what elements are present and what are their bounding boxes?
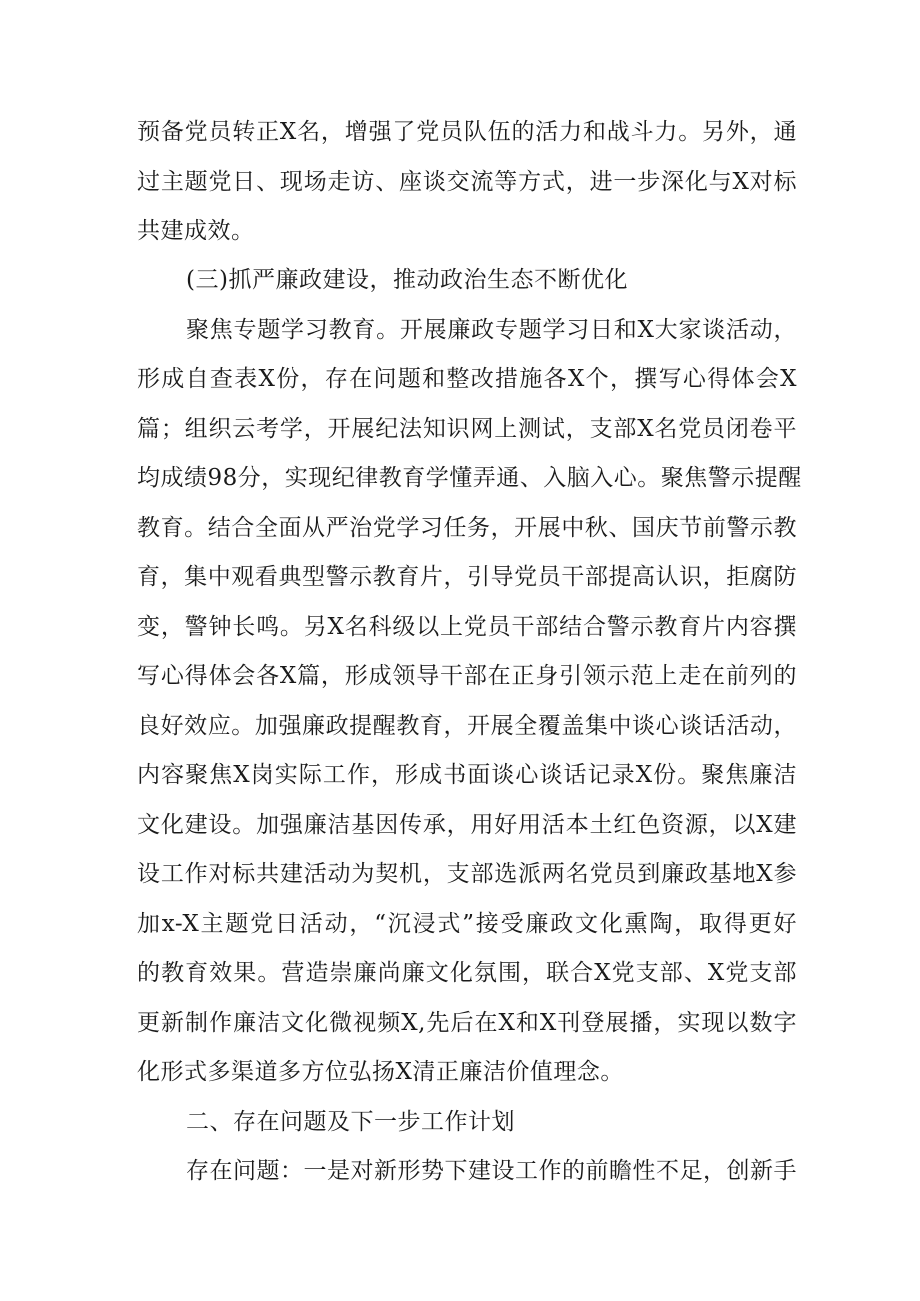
text-line: 聚焦专题学习教育。开展廉政专题学习日和X大家谈活动， bbox=[186, 317, 797, 343]
text-line: 设工作对标共建活动为契机，支部选派两名党员到廉政基地X参 bbox=[137, 861, 797, 887]
section-heading: 二、存在问题及下一步工作计划 bbox=[186, 1109, 515, 1135]
section-heading: (三)抓严廉政建设，推动政治生态不断优化 bbox=[186, 267, 628, 293]
text-line: 育，集中观看典型警示教育片，引导党员干部提高认识，拒腐防 bbox=[137, 564, 797, 590]
text-line: 的教育效果。营造崇廉尚廉文化氛围，联合X党支部、X党支部 bbox=[137, 960, 797, 986]
text-line: 良好效应。加强廉政提醒教育，开展全覆盖集中谈心谈话活动， bbox=[137, 713, 797, 739]
text-line: 共建成效。 bbox=[137, 218, 255, 244]
text-line: 预备党员转正X名，增强了党员队伍的活力和战斗力。另外，通 bbox=[137, 119, 797, 145]
text-line: 过主题党日、现场走访、座谈交流等方式，进一步深化与X对标 bbox=[137, 169, 797, 195]
text-line: 文化建设。加强廉洁基因传承，用好用活本土红色资源，以X建 bbox=[137, 812, 797, 838]
text-line: 变，警钟长鸣。另X名科级以上党员干部结合警示教育片内容撰 bbox=[137, 614, 797, 640]
text-line: 更新制作廉洁文化微视频X,先后在X和X刊登展播，实现以数字 bbox=[137, 1010, 797, 1036]
text-line: 均成绩98分，实现纪律教育学懂弄通、入脑入心。聚焦警示提醒 bbox=[137, 465, 802, 491]
text-line: 内容聚焦X岗实际工作，形成书面谈心谈话记录X份。聚焦廉洁 bbox=[137, 762, 797, 788]
text-line: 写心得体会各X篇，形成领导干部在正身引领示范上走在前列的 bbox=[137, 663, 797, 689]
text-line: 教育。结合全面从严治党学习任务，开展中秋、国庆节前警示教 bbox=[137, 515, 797, 541]
text-line: 加x-X主题党日活动，“沉浸式”接受廉政文化熏陶，取得更好 bbox=[137, 911, 797, 937]
text-line: 存在问题：一是对新形势下建设工作的前瞻性不足，创新手 bbox=[186, 1158, 797, 1184]
text-line: 形成自查表X份，存在问题和整改措施各X个，撰写心得体会X bbox=[137, 366, 797, 392]
text-line: 篇；组织云考学，开展纪法知识网上测试，支部X名党员闭卷平 bbox=[137, 416, 797, 442]
text-line: 化形式多渠道多方位弘扬X清正廉洁价值理念。 bbox=[137, 1059, 624, 1085]
